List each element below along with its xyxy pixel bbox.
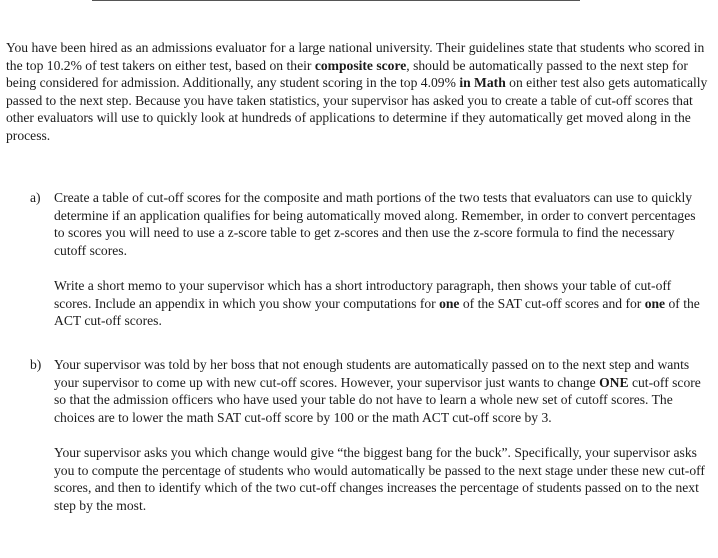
top-divider — [92, 0, 580, 1]
question-b-marker: b) — [30, 357, 42, 372]
question-a-marker: a) — [30, 190, 41, 205]
question-a-paragraph-2 — [54, 277, 709, 330]
intro-paragraph — [6, 39, 712, 145]
question-a-p2-text-1: Write a short memo to your supervisor which has a short introductory paragraph, then shows your table of cut-off scores. Include an appendix in which you show your computations for — [54, 277, 672, 311]
question-a-body — [54, 189, 709, 330]
intro-text-2: , should be automatically passed to the next step for being considered for admission. Additionally, any student scoring in the top 4.09% — [6, 57, 688, 91]
intro-bold-composite-score: composite score — [314, 57, 407, 73]
intro-bold-in-math: in Math — [459, 75, 506, 91]
question-b-p1-bold-one: ONE — [599, 374, 629, 390]
question-b-p1-text-2: cut-off score so that the admission officers who have used your table do not have to learn a whole new set of cutoff scores. The choices are to lower the math SAT cut-off score by 100 or the math ACT cut-off score by 3. — [54, 374, 701, 425]
question-a-paragraph-1: Create a table of cut-off scores for the composite and math portions of the two tests that evaluators can use to quickly determine if an application qualifies for being automatically moved along. Remember, in order to convert percentages to scores you will need to use a z-score table to get z-scores and then use the z-score formula to find the necessary cutoff scores. — [54, 190, 696, 258]
intro-text-1: You have been hired as an admissions evaluator for a large national university. Their guidelines state that students who scored in the top 10.2% of test takers on either test, based on their — [6, 40, 705, 73]
question-b-body — [54, 356, 709, 514]
question-a-p2-bold-one-2: one — [644, 295, 666, 311]
question-b-p1-text-1: Your supervisor was told by her boss that not enough students are automatically passed on to the next step and wants your supervisor to come up with new cut-off scores. However, your supervisor just wants to change — [54, 357, 690, 390]
question-a — [30, 189, 712, 330]
question-a-p2-text-2: of the SAT cut-off scores and for — [459, 295, 645, 311]
intro-text-3: on either test also gets automatically passed to the next step. Because you have taken statistics, your supervisor has asked you to create a table of cut-off scores that other evaluators will use to quickly look at hundreds of applications to determine if they automatically get moved along in the process. — [6, 75, 708, 143]
question-b — [30, 356, 712, 514]
question-a-p2-bold-one-1: one — [439, 295, 460, 311]
question-b-paragraph-1 — [54, 356, 709, 426]
question-b-paragraph-2: Your supervisor asks you which change would give “the biggest bang for the buck”. Specifically, your supervisor asks you to compute the percentage of students who would automatically be passed to the next stage under these new cut-off scores, and then to identify which of the two cut-off changes increases the percentage of students passed on to the next step by the most. — [54, 444, 705, 513]
question-a-p2-text-3: of the ACT cut-off scores. — [54, 295, 700, 329]
